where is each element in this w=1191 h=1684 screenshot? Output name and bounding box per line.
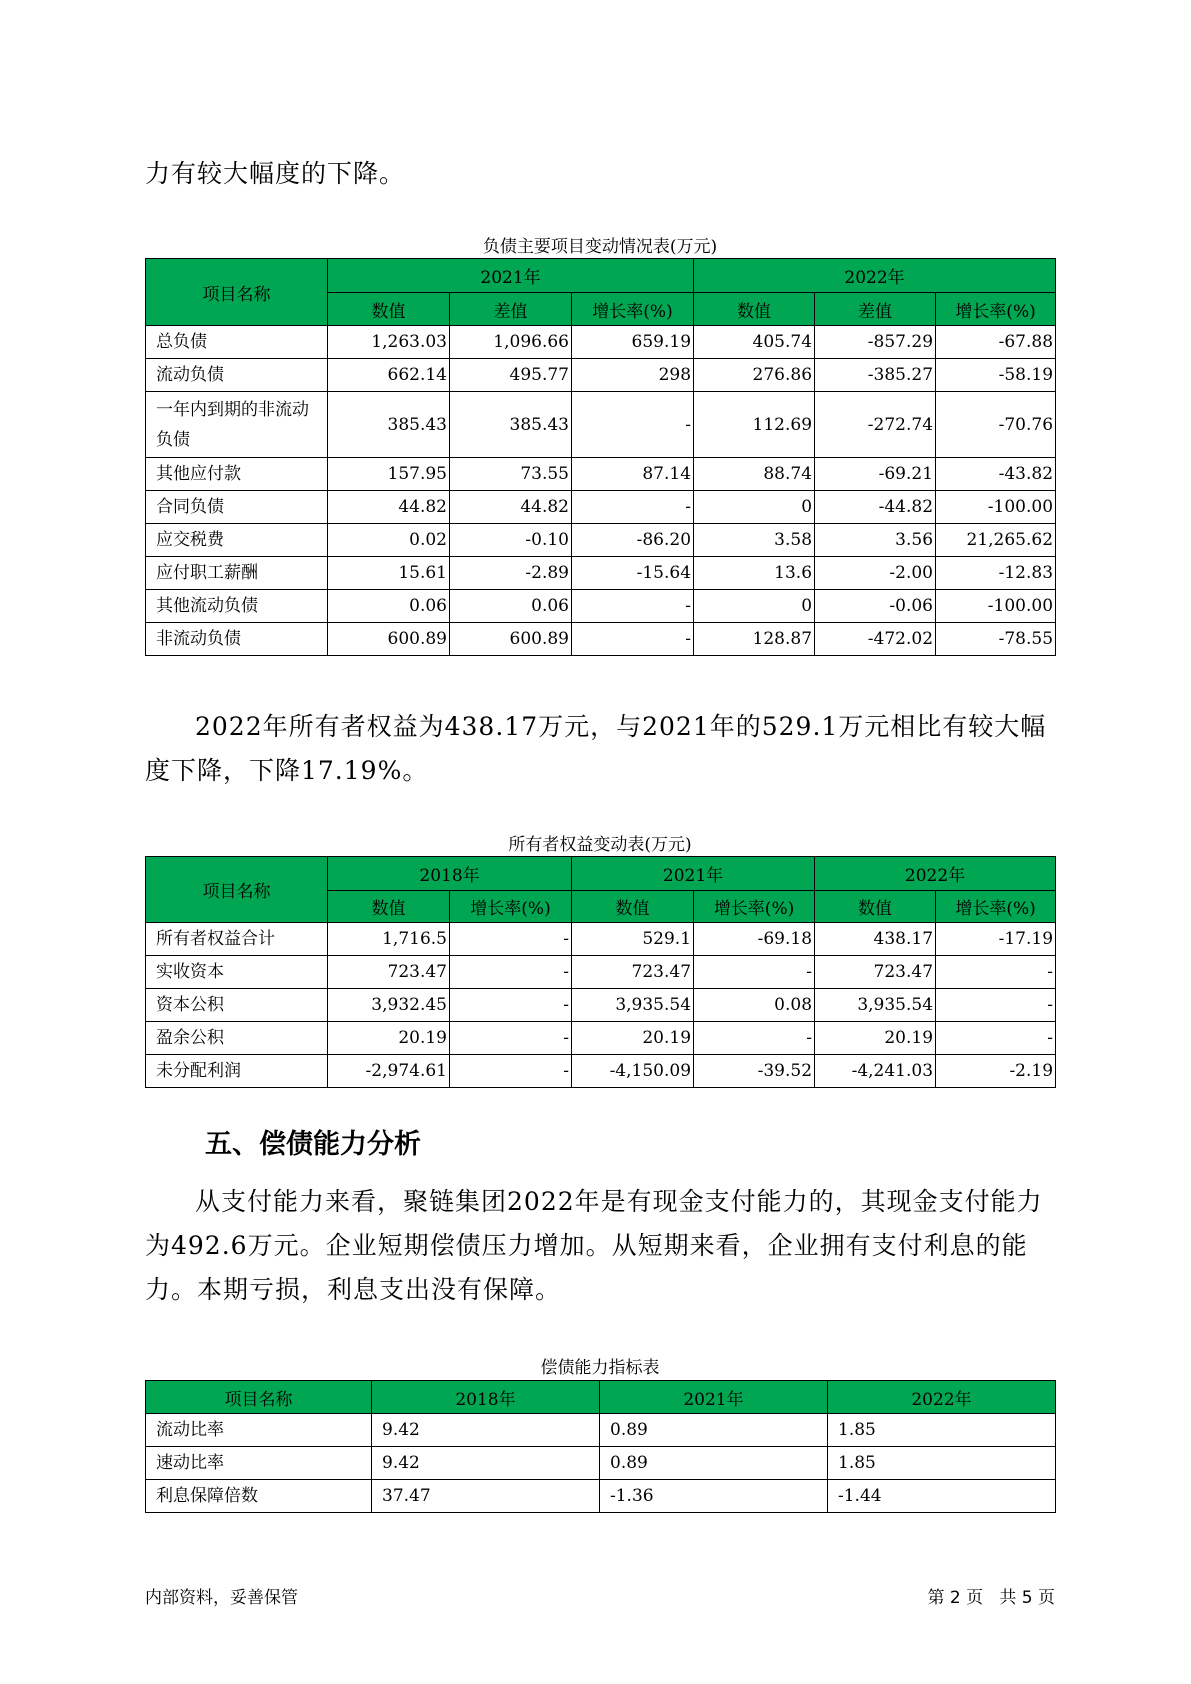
table-cell: 73.55	[450, 458, 572, 491]
solvency-paragraph: 从支付能力来看，聚链集团2022年是有现金支付能力的，其现金支付能力为492.6万元。企业短期偿债压力增加。从短期来看，企业拥有支付利息的能力。本期亏损，利息支出没有保障。	[145, 1187, 1043, 1304]
table-cell: -0.10	[450, 524, 572, 557]
table-cell: 659.19	[572, 326, 694, 359]
row-label: 合同负债	[146, 491, 328, 524]
column-header: 数值	[694, 293, 815, 326]
row-label: 一年内到期的非流动负债	[146, 392, 328, 458]
year-header: 2021年	[572, 857, 815, 891]
table-cell: 3.56	[815, 524, 936, 557]
table-cell: -	[936, 956, 1056, 989]
table-cell: -857.29	[815, 326, 936, 359]
table-cell: 495.77	[450, 359, 572, 392]
table-cell: -100.00	[936, 491, 1056, 524]
table-row	[146, 392, 1056, 458]
table-cell: 529.1	[572, 923, 694, 956]
row-label: 盈余公积	[146, 1022, 328, 1055]
table-cell: 600.89	[328, 623, 450, 656]
table-cell: -39.52	[694, 1055, 815, 1088]
solvency-table-caption: 偿债能力指标表	[540, 1358, 660, 1378]
table-row	[146, 1055, 1056, 1088]
table-row	[146, 1022, 1056, 1055]
table-cell: -	[936, 1022, 1056, 1055]
row-label: 资本公积	[146, 989, 328, 1022]
table-cell: 0.89	[600, 1414, 828, 1447]
table-cell: 44.82	[328, 491, 450, 524]
table-cell: -86.20	[572, 524, 694, 557]
table-cell: 87.14	[572, 458, 694, 491]
table-cell: -	[450, 1022, 572, 1055]
table-row	[146, 590, 1056, 623]
table-cell: 405.74	[694, 326, 815, 359]
table-cell: 21,265.62	[936, 524, 1056, 557]
column-header: 数值	[815, 891, 936, 923]
table-cell: -	[694, 1022, 815, 1055]
table-cell: 1,716.5	[328, 923, 450, 956]
column-header: 2022年	[828, 1381, 1056, 1414]
table-cell: 1,096.66	[450, 326, 572, 359]
table-cell: 3,935.54	[572, 989, 694, 1022]
table-cell: -2.19	[936, 1055, 1056, 1088]
table-row	[146, 524, 1056, 557]
table-cell: -1.36	[600, 1480, 828, 1513]
table-cell: 3.58	[694, 524, 815, 557]
table-cell: 1,263.03	[328, 326, 450, 359]
name-column-header: 项目名称	[146, 857, 328, 923]
table-cell: 600.89	[450, 623, 572, 656]
table-row	[146, 458, 1056, 491]
table-cell: 20.19	[572, 1022, 694, 1055]
table-row	[146, 491, 1056, 524]
table-cell: -2.89	[450, 557, 572, 590]
table-cell: 3,932.45	[328, 989, 450, 1022]
row-label: 速动比率	[146, 1447, 372, 1480]
intro-paragraph: 力有较大幅度的下降。	[145, 159, 406, 188]
table-cell: -44.82	[815, 491, 936, 524]
row-label: 非流动负债	[146, 623, 328, 656]
table-cell: -	[450, 956, 572, 989]
table-cell: 9.42	[372, 1414, 600, 1447]
row-label: 所有者权益合计	[146, 923, 328, 956]
column-header: 数值	[328, 891, 450, 923]
table-cell: -	[450, 989, 572, 1022]
table-cell: -	[694, 956, 815, 989]
row-label: 利息保障倍数	[146, 1480, 372, 1513]
name-column-header: 项目名称	[146, 259, 328, 326]
row-label: 未分配利润	[146, 1055, 328, 1088]
table-row	[146, 359, 1056, 392]
column-header: 数值	[328, 293, 450, 326]
solvency-table	[145, 1380, 1056, 1513]
table-cell: -1.44	[828, 1480, 1056, 1513]
table-cell: -15.64	[572, 557, 694, 590]
table-cell: -69.21	[815, 458, 936, 491]
table-cell: 88.74	[694, 458, 815, 491]
row-label: 总负债	[146, 326, 328, 359]
year-header: 2022年	[694, 259, 1056, 293]
column-header: 差值	[815, 293, 936, 326]
table-cell: 157.95	[328, 458, 450, 491]
column-header: 项目名称	[146, 1381, 372, 1414]
table-cell: -43.82	[936, 458, 1056, 491]
footer-left: 内部资料，妥善保管	[145, 1588, 298, 1608]
table-cell: -58.19	[936, 359, 1056, 392]
row-label: 应交税费	[146, 524, 328, 557]
row-label: 实收资本	[146, 956, 328, 989]
table-cell: -100.00	[936, 590, 1056, 623]
table-cell: 723.47	[328, 956, 450, 989]
table-cell: 1.85	[828, 1414, 1056, 1447]
table-cell: -	[936, 989, 1056, 1022]
table-cell: -67.88	[936, 326, 1056, 359]
table-cell: -2.00	[815, 557, 936, 590]
column-header: 增长率(%)	[936, 891, 1056, 923]
table-cell: -70.76	[936, 392, 1056, 458]
table-cell: 0.06	[328, 590, 450, 623]
table-cell: 37.47	[372, 1480, 600, 1513]
year-header: 2022年	[815, 857, 1056, 891]
table-cell: 20.19	[328, 1022, 450, 1055]
table-cell: 9.42	[372, 1447, 600, 1480]
liabilities-table	[145, 258, 1056, 656]
table-cell: -4,150.09	[572, 1055, 694, 1088]
column-header: 增长率(%)	[694, 891, 815, 923]
equity-paragraph: 2022年所有者权益为438.17万元，与2021年的529.1万元相比有较大幅度下降，下降17.19%。	[145, 712, 1047, 785]
table-cell: 385.43	[328, 392, 450, 458]
table-cell: 0.89	[600, 1447, 828, 1480]
row-label: 流动比率	[146, 1414, 372, 1447]
table-cell: -	[572, 623, 694, 656]
table-row	[146, 989, 1056, 1022]
table-row	[146, 557, 1056, 590]
page-number: 第 2 页 共 5 页	[927, 1588, 1055, 1608]
table-cell: 662.14	[328, 359, 450, 392]
row-label: 其他应付款	[146, 458, 328, 491]
year-header: 2018年	[328, 857, 572, 891]
table-cell: 0.06	[450, 590, 572, 623]
liabilities-table-caption: 负债主要项目变动情况表(万元)	[482, 237, 718, 257]
table-cell: 0.08	[694, 989, 815, 1022]
table-row	[146, 326, 1056, 359]
column-header: 增长率(%)	[572, 293, 694, 326]
row-label: 流动负债	[146, 359, 328, 392]
table-cell: 385.43	[450, 392, 572, 458]
table-cell: 723.47	[572, 956, 694, 989]
table-cell: 20.19	[815, 1022, 936, 1055]
table-cell: -69.18	[694, 923, 815, 956]
table-cell: -17.19	[936, 923, 1056, 956]
table-row	[146, 623, 1056, 656]
column-header: 增长率(%)	[450, 891, 572, 923]
table-cell: -272.74	[815, 392, 936, 458]
table-row	[146, 956, 1056, 989]
column-header: 2018年	[372, 1381, 600, 1414]
table-cell: 0.02	[328, 524, 450, 557]
table-cell: -4,241.03	[815, 1055, 936, 1088]
table-cell: 15.61	[328, 557, 450, 590]
column-header: 2021年	[600, 1381, 828, 1414]
section-heading: 五、偿债能力分析	[205, 1129, 421, 1160]
table-cell: -2,974.61	[328, 1055, 450, 1088]
table-row	[146, 1414, 1056, 1447]
table-cell: -0.06	[815, 590, 936, 623]
table-row	[146, 1447, 1056, 1480]
equity-table-caption: 所有者权益变动表(万元)	[508, 835, 692, 855]
table-cell: -	[572, 590, 694, 623]
row-label: 应付职工薪酬	[146, 557, 328, 590]
table-cell: 723.47	[815, 956, 936, 989]
table-cell: -385.27	[815, 359, 936, 392]
table-row	[146, 1480, 1056, 1513]
table-row	[146, 923, 1056, 956]
row-label: 其他流动负债	[146, 590, 328, 623]
table-cell: 1.85	[828, 1447, 1056, 1480]
table-cell: 276.86	[694, 359, 815, 392]
table-cell: 0	[694, 491, 815, 524]
table-cell: -	[450, 923, 572, 956]
table-cell: 0	[694, 590, 815, 623]
table-cell: 44.82	[450, 491, 572, 524]
table-cell: 13.6	[694, 557, 815, 590]
table-cell: 128.87	[694, 623, 815, 656]
table-cell: -78.55	[936, 623, 1056, 656]
table-cell: 438.17	[815, 923, 936, 956]
year-header: 2021年	[328, 259, 694, 293]
column-header: 增长率(%)	[936, 293, 1056, 326]
table-cell: 112.69	[694, 392, 815, 458]
column-header: 差值	[450, 293, 572, 326]
column-header: 数值	[572, 891, 694, 923]
table-cell: -	[572, 392, 694, 458]
table-cell: -	[572, 491, 694, 524]
table-cell: 3,935.54	[815, 989, 936, 1022]
table-cell: -	[450, 1055, 572, 1088]
table-cell: -12.83	[936, 557, 1056, 590]
table-cell: 298	[572, 359, 694, 392]
table-cell: -472.02	[815, 623, 936, 656]
equity-table	[145, 856, 1056, 1088]
